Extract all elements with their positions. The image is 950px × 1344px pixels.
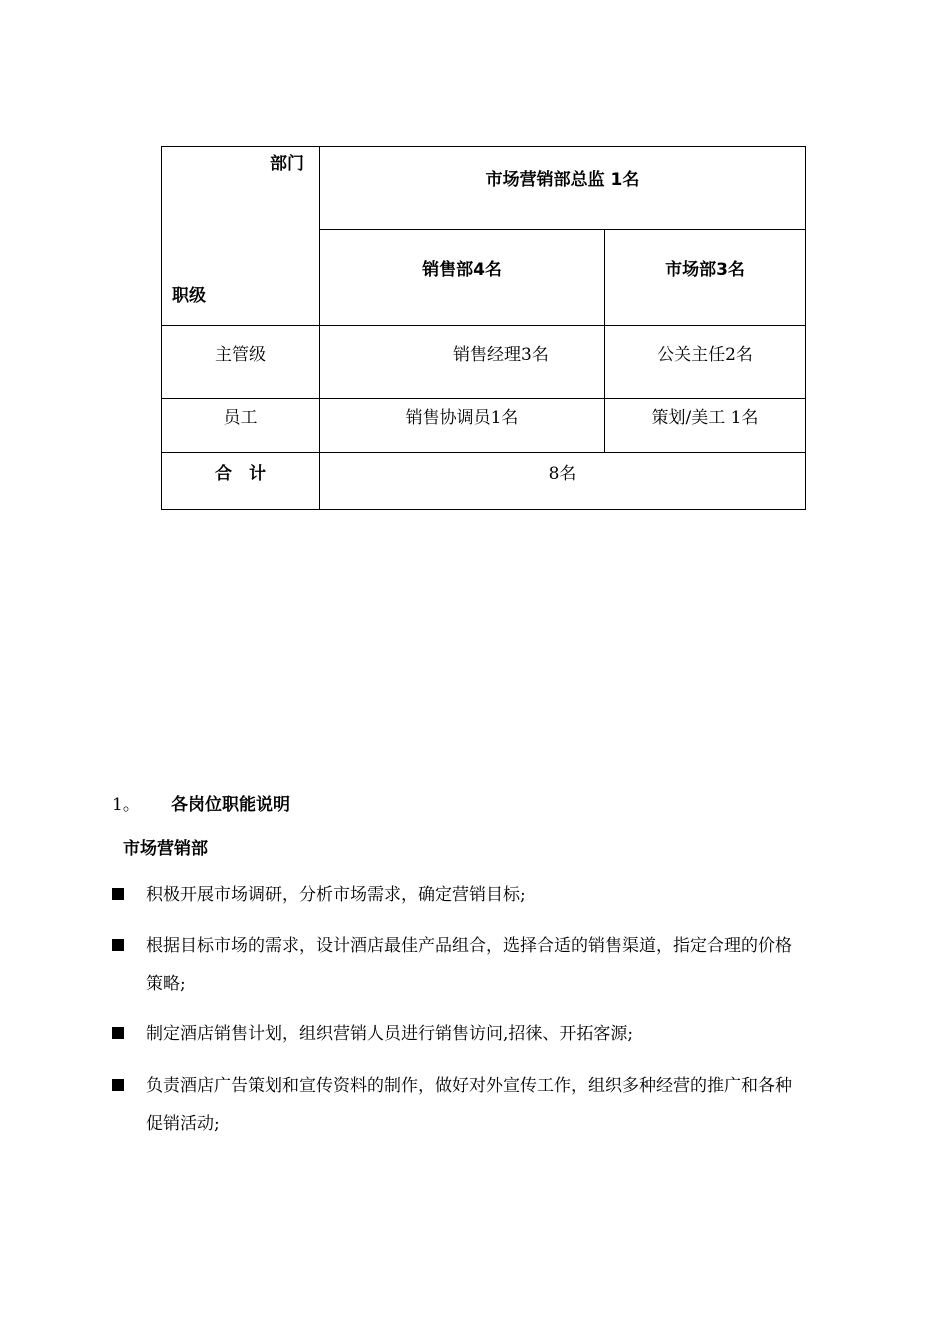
- square-bullet-icon: [112, 888, 124, 900]
- row-level: 员工: [223, 408, 258, 428]
- section-number: 1。: [112, 795, 140, 815]
- table-divider: [162, 325, 805, 326]
- header-dept: 部门: [270, 154, 304, 174]
- square-bullet-icon: [112, 1027, 124, 1039]
- list-item-text: 负责酒店广告策划和宣传资料的制作，做好对外宣传工作，组织多种经营的推广和各种促销活动;: [146, 1076, 792, 1134]
- table-divider: [162, 398, 805, 399]
- square-bullet-icon: [112, 939, 124, 951]
- section-subtitle: 市场营销部: [123, 839, 208, 859]
- row-market: 策划/美工 1名: [651, 408, 759, 428]
- row-sales: 销售协调员1名: [405, 408, 519, 428]
- section-title: 各岗位职能说明: [171, 795, 290, 815]
- row-market: 公关主任2名: [657, 345, 753, 365]
- sales-dept-header: 销售部4名: [422, 260, 502, 280]
- table-divider: [162, 452, 805, 453]
- staffing-table: [161, 146, 806, 510]
- list-item-text: 根据目标市场的需求，设计酒店最佳产品组合，选择合适的销售渠道，指定合理的价格策略;: [146, 936, 792, 994]
- total-value: 8名: [548, 464, 577, 484]
- market-dept-header: 市场部3名: [665, 260, 745, 280]
- director-header: 市场营销部总监 1名: [485, 170, 640, 190]
- row-sales: 销售经理3名: [453, 345, 549, 365]
- list-item-text: 制定酒店销售计划，组织营销人员进行销售访问,招徕、开拓客源;: [146, 1024, 634, 1044]
- header-level: 职级: [172, 286, 206, 306]
- total-label: 合 计: [215, 464, 266, 484]
- list-item-text: 积极开展市场调研，分析市场需求，确定营销目标;: [146, 885, 526, 905]
- row-level: 主管级: [215, 345, 266, 365]
- table-divider: [319, 229, 805, 230]
- square-bullet-icon: [112, 1079, 124, 1091]
- table-divider: [319, 147, 320, 509]
